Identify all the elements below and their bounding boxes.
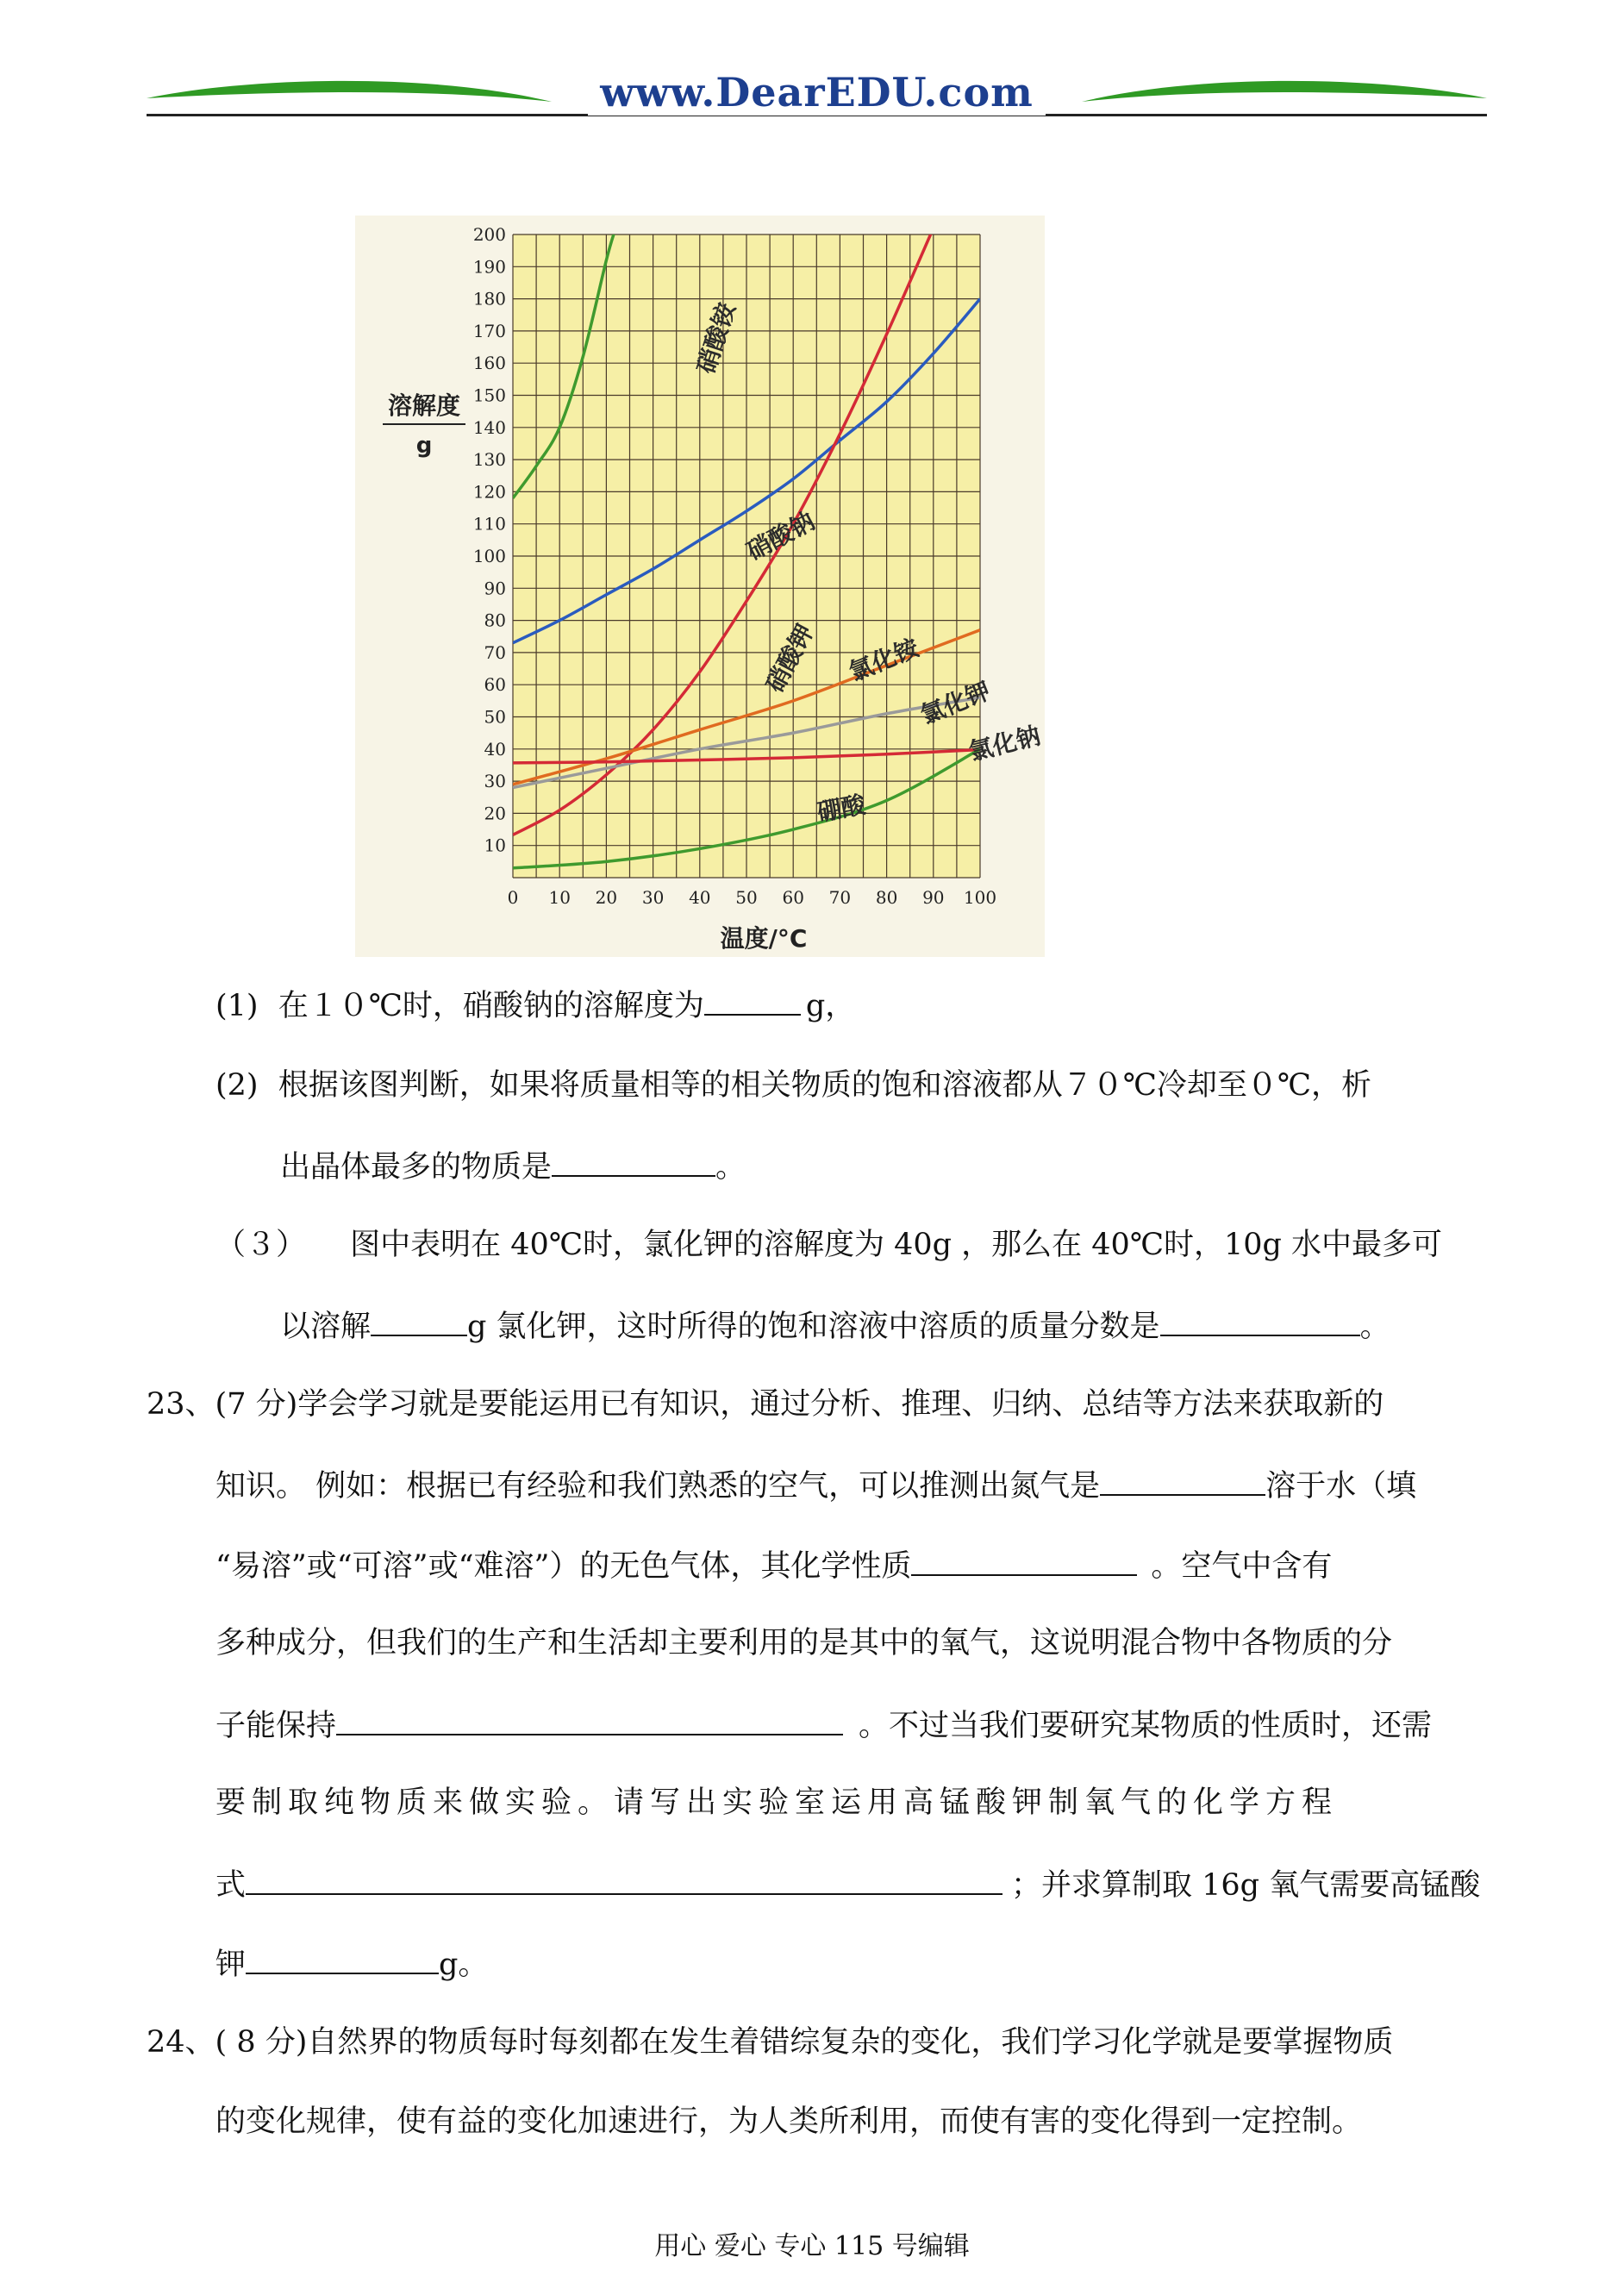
- question-23-text-7a: 式: [215, 1868, 247, 1903]
- question-23-line3: [215, 1543, 1332, 1587]
- series-label: 氯化钠: [965, 721, 1044, 766]
- y-axis-label: 溶解度: [387, 391, 461, 420]
- question-23-text-5a: 子能保持: [215, 1709, 337, 1743]
- series-label: 硝酸钠: [741, 506, 820, 566]
- question-1-text: 在１０℃时，硝酸钠的溶解度为: [278, 989, 704, 1023]
- series-label: 硝酸钾: [760, 619, 820, 697]
- question-3-text-b: g 氯化钾，这时所得的饱和溶液中溶质的质量分数是: [467, 1310, 1160, 1344]
- answer-blank-23a[interactable]: [1100, 1463, 1265, 1496]
- question-2-number: (2): [215, 1068, 259, 1103]
- question-3-number: （３）: [215, 1228, 307, 1262]
- y-tick-label: 150: [472, 385, 506, 406]
- question-23-line8: [215, 1942, 488, 1985]
- question-1-number: (1): [215, 989, 259, 1023]
- y-tick-label: 170: [472, 320, 506, 341]
- x-tick-label: 0: [507, 887, 519, 908]
- question-24-text-2: 的变化规律，使有益的变化加速进行，为人类所利用，而使有害的变化得到一定控制。: [215, 2104, 1363, 2139]
- x-tick-label: 50: [735, 887, 758, 908]
- question-23-line5: [215, 1703, 1432, 1747]
- x-tick-label: 100: [963, 887, 997, 908]
- question-23-line1: [147, 1384, 1384, 1425]
- y-tick-label: 60: [484, 674, 506, 696]
- question-23-line4: [215, 1623, 1392, 1664]
- series-label: 氯化钾: [916, 676, 995, 730]
- question-23-text-5b: 。不过当我们要研究某物质的性质时，还需: [859, 1709, 1433, 1743]
- y-tick-label: 10: [484, 835, 506, 856]
- y-tick-label: 120: [472, 481, 506, 503]
- question-23-line7: [215, 1862, 1480, 1906]
- answer-blank-3a[interactable]: [371, 1304, 467, 1336]
- x-tick-label: 20: [595, 887, 618, 908]
- question-3-end: 。: [1359, 1310, 1390, 1344]
- question-23-text-1: 23、(7 分)学会学习就是要能运用已有知识，通过分析、推理、归纳、总结等方法来获取新的: [147, 1387, 1384, 1422]
- y-tick-label: 40: [484, 738, 506, 760]
- x-tick-label: 80: [875, 887, 898, 908]
- y-tick-label: 180: [472, 288, 506, 310]
- solubility-chart-svg: [355, 216, 1045, 957]
- question-23-line6: [215, 1782, 1338, 1823]
- answer-blank-1[interactable]: [704, 983, 801, 1016]
- y-tick-label: 90: [484, 578, 506, 599]
- question-1-unit: g，: [805, 989, 856, 1023]
- y-tick-label: 70: [484, 641, 506, 663]
- page-header: [147, 60, 1487, 121]
- page-footer: 用心 爱心 专心 115 号编辑: [654, 2231, 970, 2261]
- question-2-text: 根据该图判断，如果将质量相等的相关物质的饱和溶液都从７０℃冷却至０℃，析: [278, 1068, 1372, 1103]
- answer-blank-3b[interactable]: [1160, 1304, 1360, 1336]
- question-23-text-8a: 钾: [215, 1948, 247, 1982]
- y-tick-label: 100: [472, 546, 506, 566]
- question-1: [215, 983, 855, 1027]
- y-tick-label: 20: [484, 803, 506, 824]
- answer-blank-23b[interactable]: [911, 1543, 1137, 1576]
- question-23-text-7b: ；并求算制取 16g 氧气需要高锰酸: [1011, 1868, 1481, 1903]
- solubility-chart: [355, 216, 1045, 957]
- x-tick-label: 70: [828, 887, 852, 908]
- question-23-text-2a: 知识。 例如：根据已有经验和我们熟悉的空气，可以推测出氮气是: [215, 1469, 1101, 1504]
- question-3-line2: [280, 1304, 1390, 1348]
- answer-blank-23d[interactable]: [246, 1862, 1003, 1895]
- site-logo-text: www.DearEDU.com: [147, 69, 1487, 116]
- question-2: [215, 1065, 1371, 1106]
- question-24-text-1: 24、( 8 分)自然界的物质每时每刻都在发生着错综复杂的变化，我们学习化学就是要掌握物质: [147, 2025, 1394, 2060]
- y-tick-label: 200: [472, 224, 506, 245]
- question-23-text-2b: 溶于水（填: [1265, 1469, 1417, 1504]
- y-tick-label: 80: [484, 610, 506, 631]
- answer-blank-23e[interactable]: [246, 1942, 439, 1974]
- question-23-line2: [215, 1463, 1416, 1507]
- question-24-line1: [147, 2022, 1393, 2063]
- y-tick-label: 50: [484, 706, 506, 728]
- y-axis-unit: g: [415, 433, 433, 459]
- x-tick-label: 30: [641, 887, 665, 908]
- y-tick-label: 130: [472, 449, 506, 471]
- question-23-text-8b: g。: [439, 1948, 489, 1982]
- question-23-text-3b: 。空气中含有: [1151, 1549, 1333, 1584]
- question-2-line2: [280, 1144, 746, 1188]
- question-24-line2: [215, 2101, 1362, 2142]
- answer-blank-2[interactable]: [552, 1144, 715, 1177]
- question-2-end: 。: [715, 1150, 746, 1185]
- question-3-text-a: 以溶解: [280, 1310, 372, 1344]
- y-tick-label: 110: [472, 513, 506, 535]
- question-23-text-6: 要制取纯物质来做实验。请写出实验室运用高锰酸钾制氧气的化学方程: [215, 1785, 1339, 1820]
- x-axis-label: 温度/°C: [720, 924, 808, 953]
- x-tick-label: 40: [689, 887, 711, 908]
- question-2-text-line2: 出晶体最多的物质是: [280, 1150, 553, 1185]
- x-tick-label: 90: [922, 887, 945, 908]
- y-tick-label: 190: [472, 256, 506, 278]
- question-23-text-4: 多种成分，但我们的生产和生活却主要利用的是其中的氧气，这说明混合物中各物质的分: [215, 1626, 1393, 1660]
- y-tick-label: 30: [484, 771, 506, 792]
- x-tick-label: 10: [548, 887, 571, 908]
- answer-blank-23c[interactable]: [336, 1703, 843, 1735]
- series-label: 硼酸: [815, 790, 868, 827]
- series-label: 硝酸铵: [691, 299, 741, 378]
- x-tick-label: 60: [782, 887, 804, 908]
- question-3: [215, 1224, 1442, 1266]
- question-23-text-3a: “易溶”或“可溶”或“难溶”）的无色气体，其化学性质: [215, 1549, 912, 1584]
- question-3-text: 图中表明在 40℃时，氯化钾的溶解度为 40g ，那么在 40℃时，10g 水中最多可: [350, 1228, 1443, 1262]
- y-tick-label: 140: [472, 416, 506, 438]
- y-tick-label: 160: [472, 353, 506, 374]
- series-label: 氯化铵: [845, 633, 923, 687]
